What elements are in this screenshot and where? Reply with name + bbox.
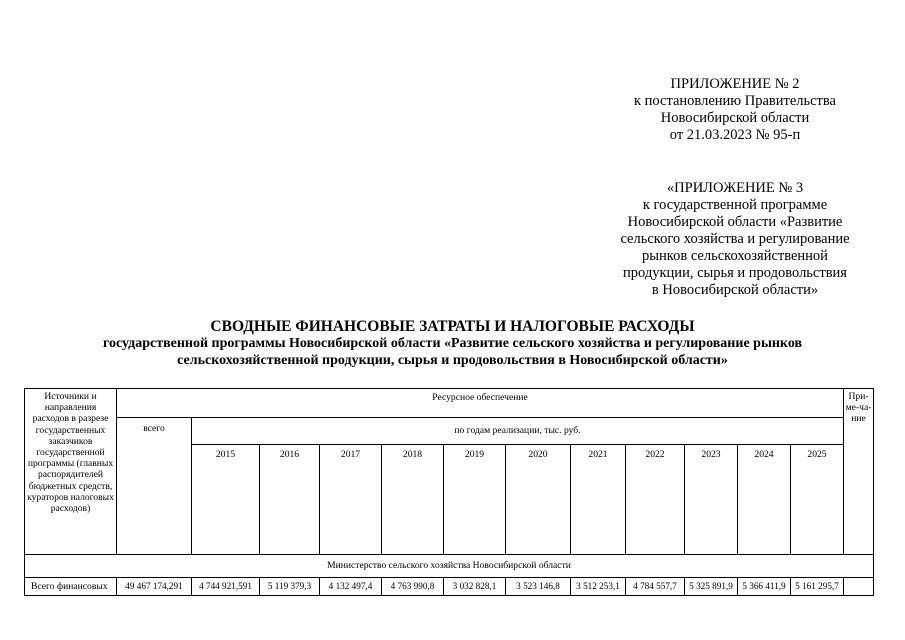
appendix-2-line-1: ПРИЛОЖЕНИЕ № 2 <box>670 76 800 92</box>
appendix-3-line-6: продукции, сырья и продовольствия <box>623 265 847 281</box>
year-header: 2020 <box>506 445 571 555</box>
year-value: 3 523 146,8 <box>506 578 571 596</box>
appendix-2-header <box>580 76 890 144</box>
year-value: 4 763 990,8 <box>382 578 444 596</box>
year-value: 5 119 379,3 <box>260 578 320 596</box>
document-title <box>0 318 905 369</box>
financial-table <box>24 388 874 596</box>
year-header: 2018 <box>382 445 444 555</box>
table-row <box>25 578 874 596</box>
year-value: 5 161 295,7 <box>791 578 844 596</box>
row-label: Всего финансовых <box>25 578 117 596</box>
appendix-3-line-7: в Новосибирской области» <box>651 282 819 298</box>
year-header: 2019 <box>444 445 506 555</box>
ministry-row: Министерство сельского хозяйства Новосибирской области <box>25 555 874 578</box>
year-header: 2025 <box>791 445 844 555</box>
appendix-2-line-2: к постановлению Правительства <box>634 93 836 109</box>
year-value: 5 325 891,9 <box>685 578 738 596</box>
appendix-3-line-1: «ПРИЛОЖЕНИЕ № 3 <box>666 180 804 196</box>
year-value: 5 366 411,9 <box>738 578 791 596</box>
appendix-3-header <box>580 180 890 299</box>
year-value: 4 744 921,591 <box>192 578 260 596</box>
row-total-value: 49 467 174,291 <box>117 578 192 596</box>
appendix-3-line-5: рынков сельскохозяйственной <box>642 248 828 264</box>
year-header: 2023 <box>685 445 738 555</box>
year-header: 2016 <box>260 445 320 555</box>
appendix-2-line-3: Новосибирской области <box>660 110 810 126</box>
title-line-2: государственной программы Новосибирской области «Развитие сельского хозяйства и регулирование рынков <box>102 336 803 351</box>
year-value: 4 784 557,7 <box>626 578 685 596</box>
row-note <box>844 578 874 596</box>
total-column-header: всего <box>117 418 192 555</box>
title-line-3: сельскохозяйственной продукции, сырья и продовольствия в Новосибирской области» <box>177 353 728 368</box>
note-column-header: При-ме-ча-ние <box>844 389 874 555</box>
by-years-header: по годам реализации, тыс. руб. <box>192 418 844 445</box>
year-header: 2024 <box>738 445 791 555</box>
source-column-header: Источники и направления расходов в разрезе государственных заказчиков государственной программы (главных распорядителей бюджетных средств, кураторов налоговых расходов) <box>25 389 117 555</box>
appendix-3-line-2: к государственной программе <box>642 197 828 213</box>
year-value: 3 032 828,1 <box>444 578 506 596</box>
year-header: 2022 <box>626 445 685 555</box>
year-header: 2015 <box>192 445 260 555</box>
year-value: 3 512 253,1 <box>571 578 626 596</box>
year-header: 2017 <box>320 445 382 555</box>
appendix-3-line-3: Новосибирской области «Развитие <box>627 214 843 230</box>
title-line-1: СВОДНЫЕ ФИНАНСОВЫЕ ЗАТРАТЫ И НАЛОГОВЫЕ РАСХОДЫ <box>210 318 695 335</box>
year-header: 2021 <box>571 445 626 555</box>
appendix-2-line-4: от 21.03.2023 № 95-п <box>669 127 801 143</box>
resource-header: Ресурсное обеспечение <box>117 389 844 418</box>
year-value: 4 132 497,4 <box>320 578 382 596</box>
appendix-3-line-4: сельского хозяйства и регулирование <box>620 231 850 247</box>
